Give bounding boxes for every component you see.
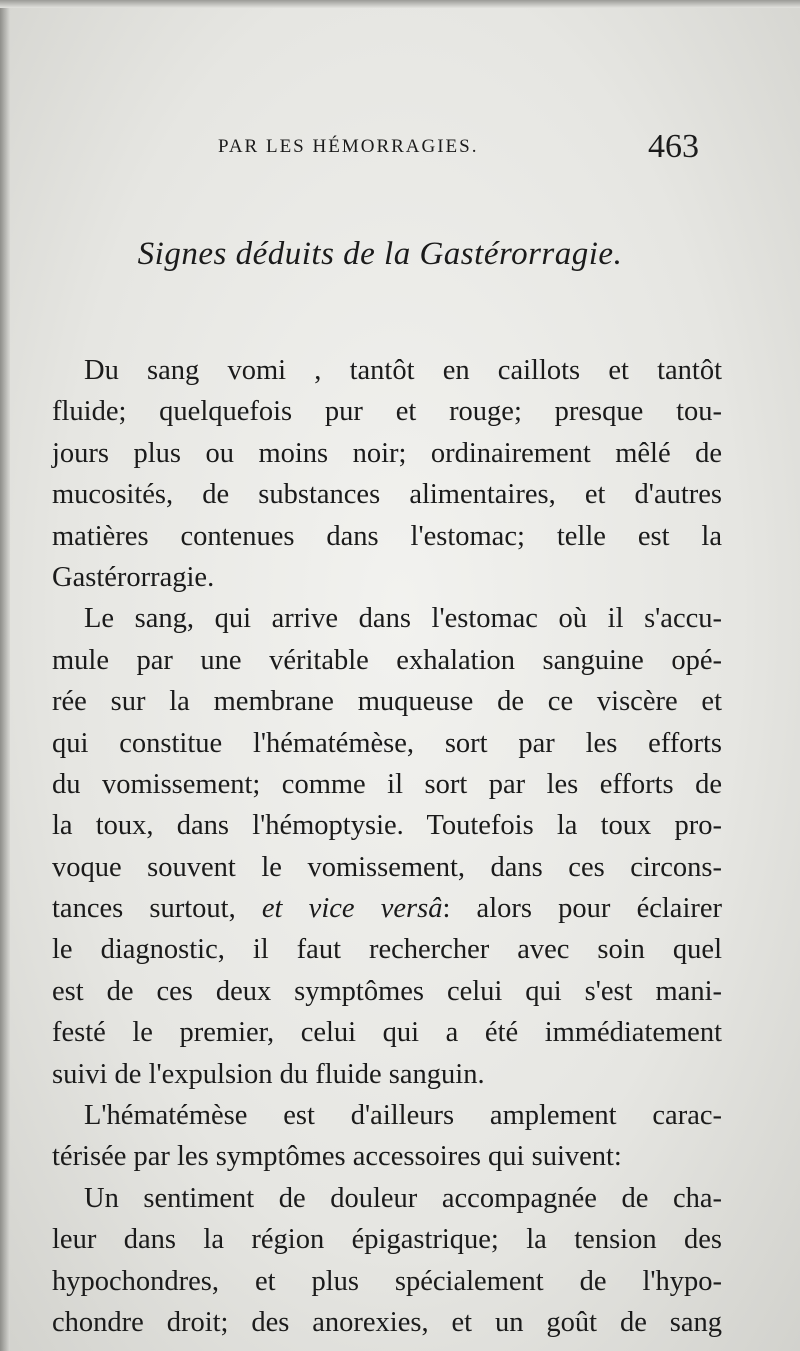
- page-top-shadow: [0, 0, 800, 8]
- page-edge-shadow: [0, 0, 10, 1351]
- text-line: le diagnostic, il faut rechercher avec soin quel: [52, 934, 722, 966]
- text-line: la toux, dans l'hémoptysie. Toutefois la toux pro-: [52, 810, 722, 842]
- text-line: Un sentiment de douleur accompagnée de cha-: [84, 1182, 722, 1214]
- text-line: matières contenues dans l'estomac; telle est la: [52, 520, 722, 552]
- text-line: térisée par les symptômes accessoires qui suivent:: [52, 1141, 622, 1173]
- text-line: leur dans la région épigastrique; la tension des: [52, 1224, 722, 1256]
- text-line: jours plus ou moins noir; ordinairement mêlé de: [52, 437, 722, 469]
- text-line: Gastérorragie.: [52, 561, 215, 593]
- text-line: L'hématémèse est d'ailleurs amplement carac-: [84, 1100, 722, 1132]
- text-line-mixed: [52, 888, 722, 929]
- page-number: 463: [648, 128, 699, 165]
- text-fragment: : alors pour éclairer: [442, 893, 722, 925]
- text-line: chondre droit; des anorexies, et un goût de sang: [52, 1306, 722, 1338]
- body-text: [52, 350, 722, 1343]
- text-line: Du sang vomi , tantôt en caillots et tantôt: [84, 355, 722, 386]
- running-head: PAR LES HÉMORRAGIES.: [218, 136, 479, 157]
- italic-phrase: et vice versâ: [261, 893, 443, 925]
- text-line: mule par une véritable exhalation sanguine opé-: [52, 644, 722, 676]
- text-line: fluide; quelquefois pur et rouge; presque tou-: [52, 396, 722, 428]
- text-line: voque souvent le vomissement, dans ces circons-: [52, 851, 722, 883]
- text-fragment: tances surtout,: [52, 893, 236, 925]
- text-line: est de ces deux symptômes celui qui s'est mani-: [52, 975, 722, 1007]
- text-line: suivi de l'expulsion du fluide sanguin.: [52, 1058, 485, 1090]
- text-line: mucosités, de substances alimentaires, et d'autres: [52, 479, 722, 511]
- text-line: du vomissement; comme il sort par les efforts de: [52, 768, 722, 800]
- text-line: rée sur la membrane muqueuse de ce viscère et: [52, 686, 722, 718]
- text-line: Le sang, qui arrive dans l'estomac où il s'accu-: [84, 603, 722, 635]
- section-title: Signes déduits de la Gastérorragie.: [137, 236, 623, 272]
- text-line: festé le premier, celui qui a été immédiatement: [52, 1017, 722, 1049]
- text-line: hypochondres, et plus spécialement de l'hypo-: [52, 1265, 722, 1297]
- text-line: qui constitue l'hématémèse, sort par les efforts: [52, 727, 722, 759]
- page-header: [0, 128, 800, 172]
